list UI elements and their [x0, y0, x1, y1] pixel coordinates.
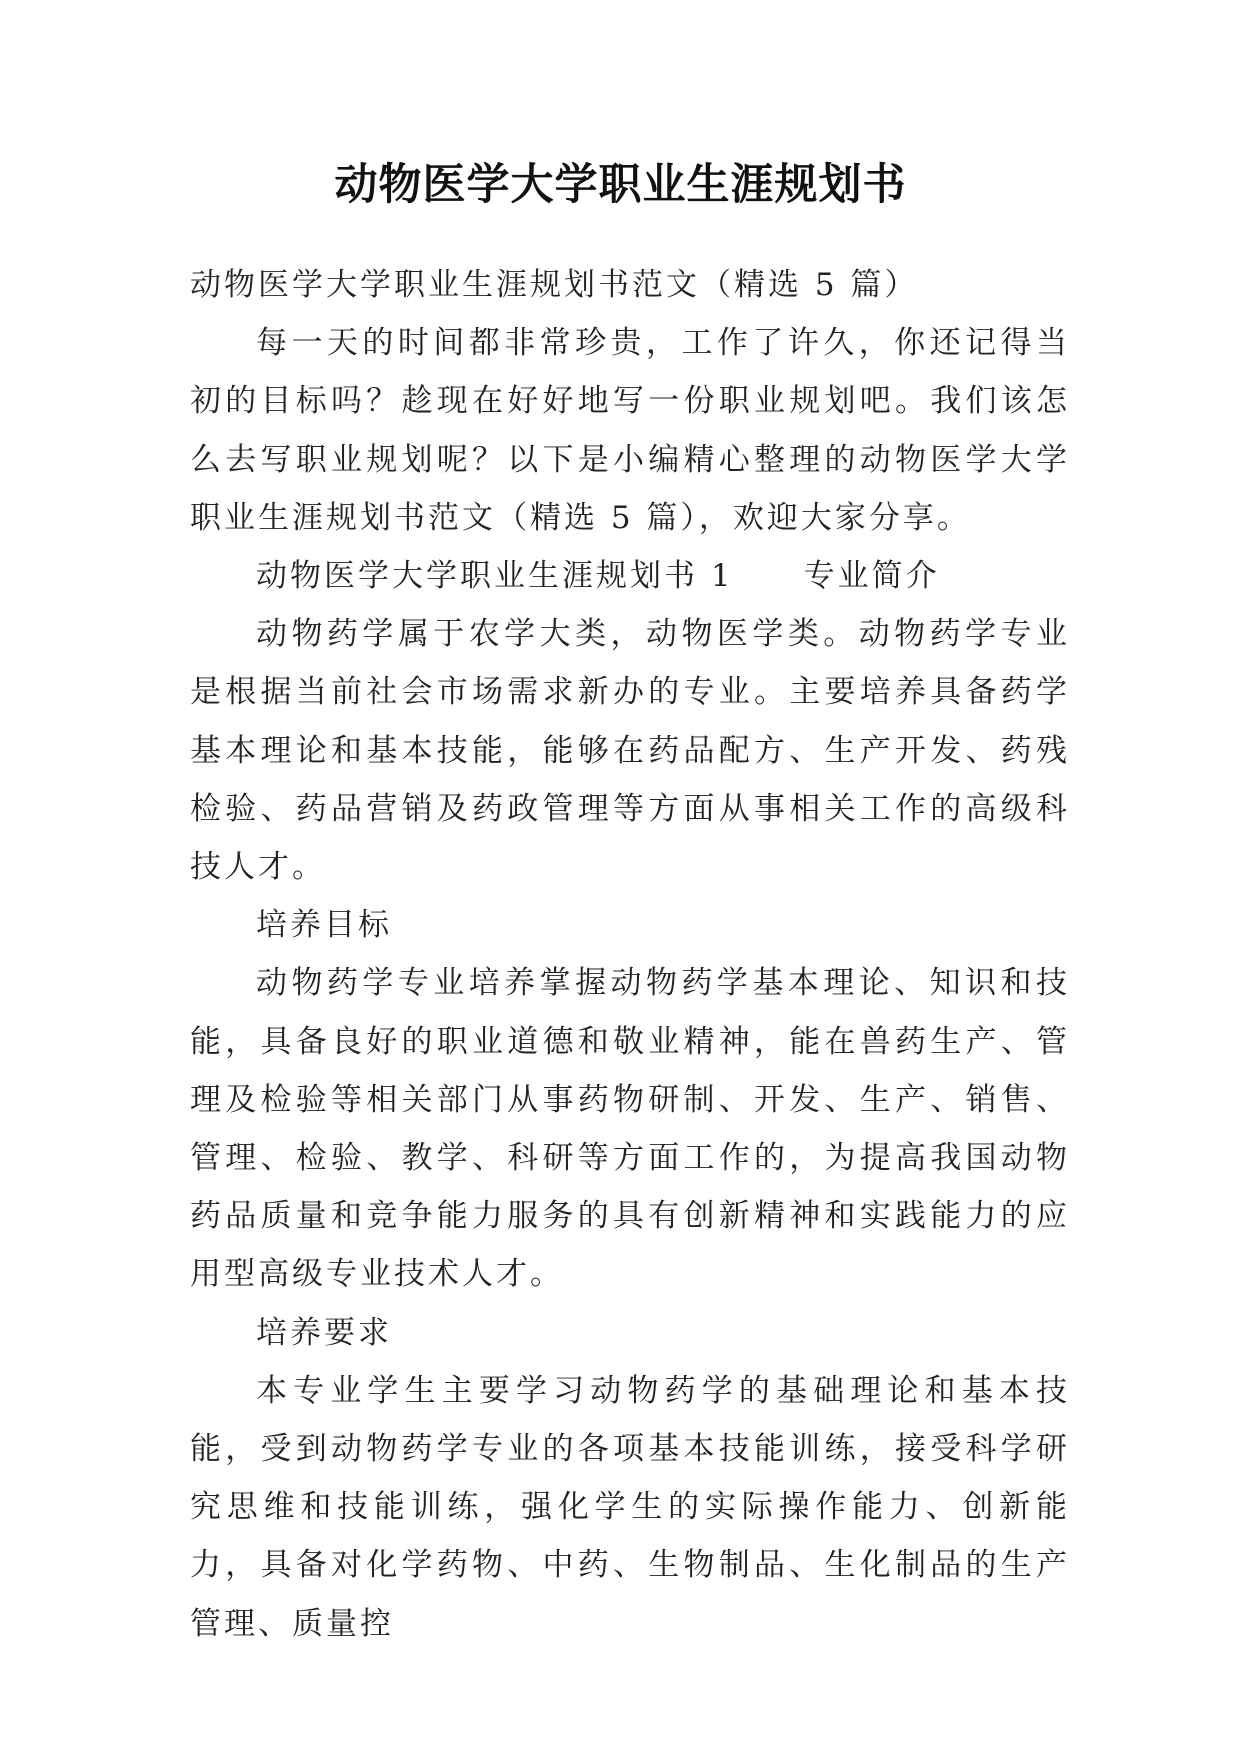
document-subtitle: 动物医学大学职业生涯规划书范文（精选 5 篇）	[190, 267, 919, 303]
section-heading-line	[190, 547, 1070, 605]
document-title: 动物医学大学职业生涯规划书	[334, 160, 907, 210]
document-body	[190, 256, 1070, 1653]
requirement-heading: 培养要求	[256, 1314, 392, 1351]
section-heading: 动物医学大学职业生涯规划书 1	[256, 558, 734, 595]
goal-paragraph: 动物药学专业培养掌握动物药学基本理论、知识和技能，具备良好的职业道德和敬业精神，能在兽药生产、管理及检验等相关部门从事药物研制、开发、生产、销售、管理、检验、教学、科研等方面工作的，为提高我国动物药品质量和竞争能力服务的具有创新精神和实践能力的应用型高级专业技术人才。	[190, 965, 1070, 1293]
section-subheading: 专业简介	[803, 558, 940, 595]
requirement-paragraph: 本专业学生主要学习动物药学的基础理论和基本技能，受到动物药学专业的各项基本技能训练，接受科学研究思维和技能训练，强化学生的实际操作能力、创新能力，具备对化学药物、中药、生物制品、生化制品的生产管理、质量控	[190, 1372, 1070, 1642]
major-intro-paragraph: 动物药学属于农学大类，动物医学类。动物药学专业是根据当前社会市场需求新办的专业。主要培养具备药学基本理论和基本技能，能够在药品配方、生产开发、药残检验、药品营销及药政管理等方面从事相关工作的高级科技人才。	[190, 616, 1070, 886]
goal-heading: 培养目标	[256, 907, 392, 944]
intro-paragraph: 每一天的时间都非常珍贵，工作了许久，你还记得当初的目标吗？趁现在好好地写一份职业规划吧。我们该怎么去写职业规划呢？以下是小编精心整理的动物医学大学职业生涯规划书范文（精选 5 篇），欢迎大家分享。	[190, 325, 1070, 536]
